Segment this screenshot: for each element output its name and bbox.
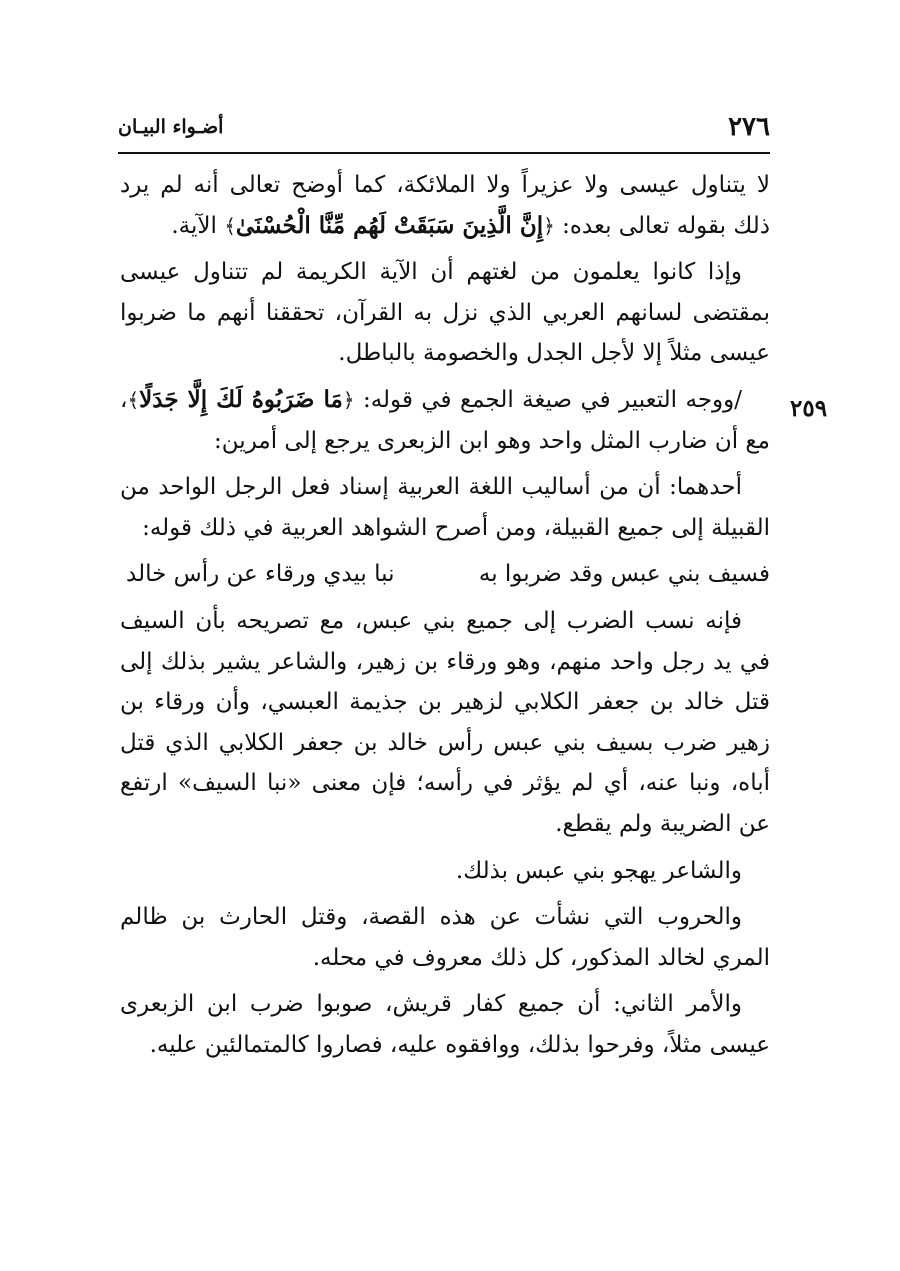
verse-first-hemistich: فسيف بني عبس وقد ضربوا به <box>478 561 770 588</box>
quran-bracket-open-icon: ﴿ <box>543 213 555 238</box>
paragraph-3-text-a: /ووجه التعبير في صيغة الجمع في قوله: <box>354 386 743 413</box>
paragraph-7: والحروب التي نشأت عن هذه القصة، وقتل الحارث بن ظالم المري لخالد المذكور، كل ذلك معروف في محله. <box>120 904 770 971</box>
paragraph-1 <box>120 165 770 246</box>
paragraph-4: أحدهما: أن من أساليب اللغة العربية إسناد فعل الرجل الواحد من القبيلة إلى جميع القبيلة، ومن أصرح الشواهد العربية في ذلك قوله: <box>120 474 770 541</box>
page-header <box>118 112 770 148</box>
paragraph-2: وإذا كانوا يعلمون من لغتهم أن الآية الكريمة لم تتناول عيسى بمقتضى لسانهم العربي الذي نزل به القرآن، تحققنا أنهم ما ضربوا عيسى مثلاً إلا لأجل الجدل والخصومة بالباطل. <box>120 259 770 367</box>
quran-verse-1 <box>224 212 555 239</box>
quran-bracket-open-icon: ﴿ <box>342 387 355 412</box>
paragraph-1-text-b: الآية. <box>171 212 225 239</box>
quran-bracket-close-icon: ﴾ <box>224 213 236 238</box>
verse-second-hemistich: نبا بيدي ورقاء عن رأس خالد <box>126 561 395 588</box>
poetry-verse <box>120 554 770 595</box>
quran-verse-1-text: إِنَّ الَّذِينَ سَبَقَتْ لَهُم مِّنَّا الْحُسْنَىٰ <box>235 211 544 239</box>
main-text <box>120 165 770 1071</box>
header-divider <box>118 152 770 154</box>
paragraph-5: فإنه نسب الضرب إلى جميع بني عبس، مع تصريحه بأن السيف في يد رجل واحد منهم، وهو ورقاء بن زهير، والشاعر يشير بذلك إلى قتل خالد بن جعفر الكلابي لزهير بن جذيمة العبسي، وأن ورقاء بن زهير ضرب بسيف بني عبس رأس خالد بن جعفر الكلابي الذي قتل أباه، ونبا عنه، أي لم يؤثر في رأسه؛ فإن معنى «نبا السيف» ارتفع عن الضريبة ولم يقطع. <box>120 607 770 837</box>
paragraph-1-text-a: لا يتناول عيسى ولا عزيراً ولا الملائكة، كما أوضح تعالى أنه لم يرد ذلك بقوله تعالى بعده: <box>120 172 770 239</box>
quran-bracket-close-icon: ﴾ <box>127 387 140 412</box>
paragraph-8: والأمر الثاني: أن جميع كفار قريش، صوبوا ضرب ابن الزبعرى عيسى مثلاً، وفرحوا بذلك، ووافقوه عليه، فصاروا كالمتمالئين عليه. <box>120 991 770 1058</box>
book-title: أضـواء البيـان <box>118 116 224 138</box>
paragraph-3 <box>120 380 770 461</box>
paragraph-3-text-b: ، مع أن ضارب المثل واحد وهو ابن الزبعرى يرجع إلى أمرين: <box>120 386 770 454</box>
quran-verse-2 <box>127 386 354 413</box>
quran-verse-2-text: مَا ضَرَبُوهُ لَكَ إِلَّا جَدَلًا <box>139 385 343 413</box>
paragraph-6: والشاعر يهجو بني عبس بذلك. <box>455 857 742 884</box>
page-number: ٢٧٦ <box>728 112 770 142</box>
margin-page-reference: ٢٥٩ <box>790 395 828 422</box>
